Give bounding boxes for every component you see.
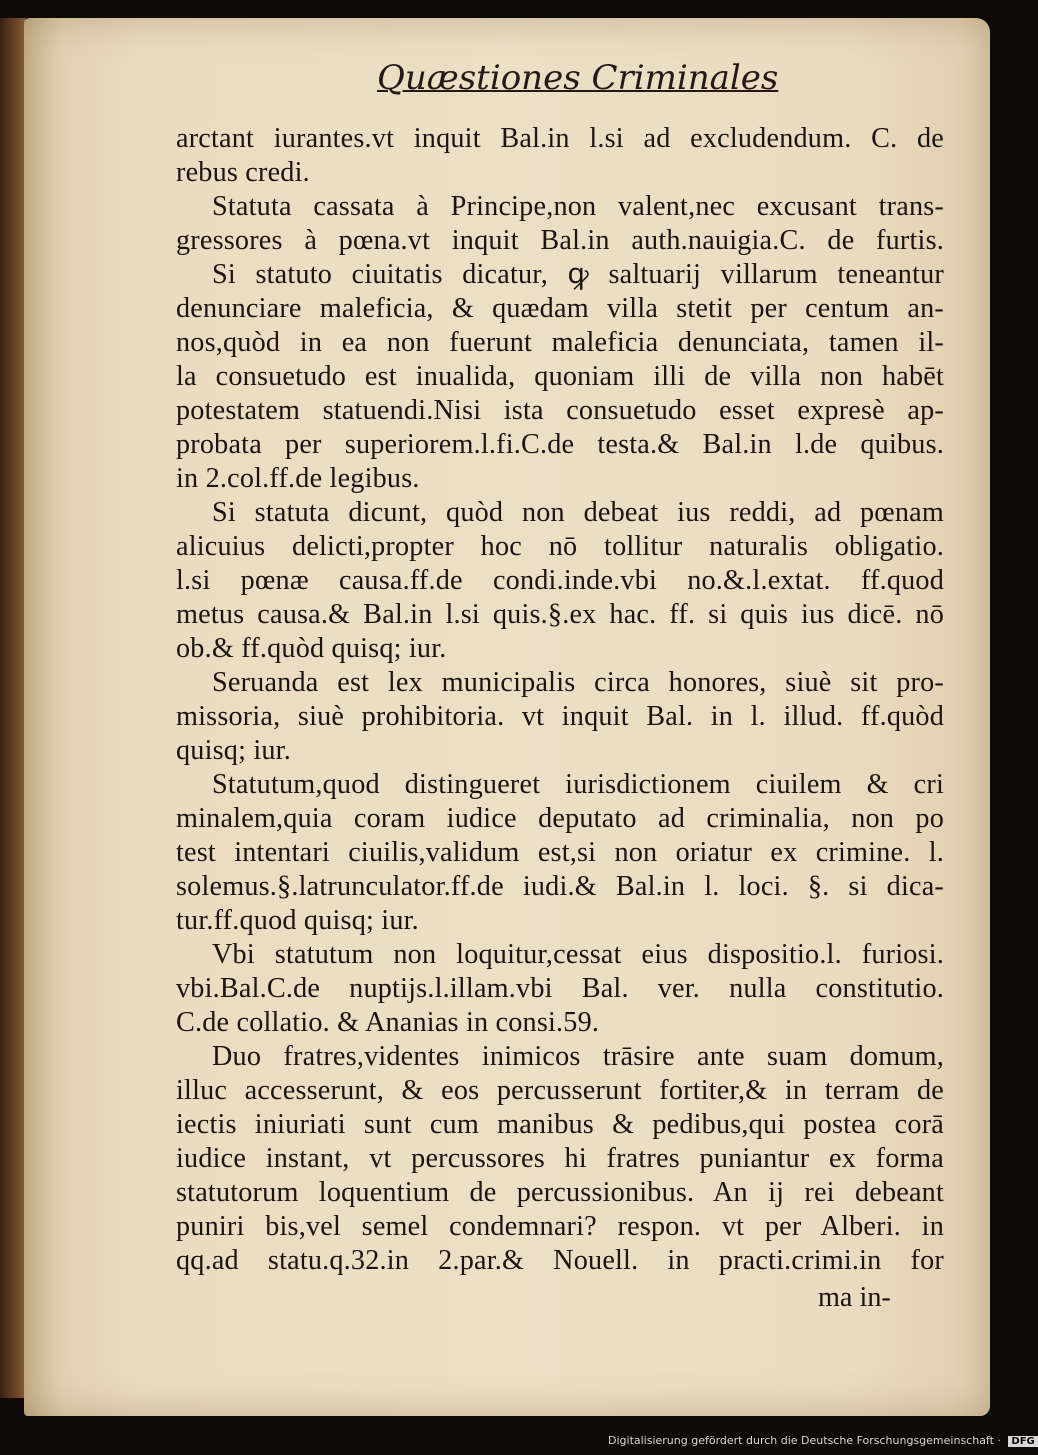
text-line: missoria, siuè prohibitoria. vt inquit Bal. in l. illud. ff.quòd xyxy=(176,701,944,732)
text-line: Statuta cassata à Principe,non valent,nec excusant trans- xyxy=(212,191,944,222)
digitization-credit xyxy=(608,1434,1038,1447)
text-line: C.de collatio. & Ananias in consi.59. xyxy=(176,1007,600,1038)
text-line: rebus credi. xyxy=(176,157,310,188)
text-line: puniri bis,vel semel condemnari? respon. vt per Alberi. in xyxy=(176,1211,944,1242)
text-line: qq.ad statu.q.32.in 2.par.& Nouell. in practi.crimi.in for xyxy=(176,1245,944,1276)
text-line: Duo fratres,videntes inimicos trāsire ante suam domum, xyxy=(212,1041,944,1072)
text-line: illuc accesserunt, & eos percusserunt fortiter,& in terram de xyxy=(176,1075,944,1106)
text-line: solemus.§.latrunculator.ff.de iudi.& Bal.in l. loci. §. si dica- xyxy=(176,871,944,902)
text-line: la consuetudo est inualida, quoniam illi de villa non habēt xyxy=(176,361,944,392)
text-line: minalem,quia coram iudice deputato ad criminalia, non po xyxy=(176,803,944,834)
text-line: probata per superiorem.l.fi.C.de testa.& Bal.in l.de quibus. xyxy=(176,429,944,460)
book-spine xyxy=(0,18,26,1398)
text-line: iudice instant, vt percussores hi fratres puniantur ex forma xyxy=(176,1143,944,1174)
text-line: Vbi statutum non loquitur,cessat eius dispositio.l. furiosi. xyxy=(212,939,944,970)
dfg-logo: DFG xyxy=(1008,1436,1037,1447)
text-line: denunciare maleficia, & quædam villa stetit per centum an- xyxy=(176,293,944,324)
text-line: potestatem statuendi.Nisi ista consuetudo esset expresè ap- xyxy=(176,395,944,426)
text-line: Si statuta dicunt, quòd non debeat ius reddi, ad pœnam xyxy=(212,497,944,528)
text-line: in 2.col.ff.de legibus. xyxy=(176,463,420,494)
catchword: ma in- xyxy=(818,1282,891,1313)
text-line: Si statuto ciuitatis dicatur, ꝙ saltuarij villarum teneantur xyxy=(212,259,944,290)
text-line: alicuius delicti,propter hoc nō tollitur naturalis obligatio. xyxy=(176,531,944,562)
text-line: test intentari ciuilis,validum est,si non oriatur ex crimine. l. xyxy=(176,837,944,868)
text-line: Statutum,quod distingueret iurisdictionem ciuilem & cri xyxy=(212,769,944,800)
credit-text: Digitalisierung gefördert durch die Deutsche Forschungsgemeinschaft · xyxy=(608,1434,1001,1447)
text-line: quisq; iur. xyxy=(176,735,291,766)
text-line: ob.& ff.quòd quisq; iur. xyxy=(176,633,447,664)
text-line: iectis iniuriati sunt cum manibus & pedibus,qui postea corā xyxy=(176,1109,944,1140)
body-text xyxy=(176,122,944,1278)
text-line: gressores à pœna.vt inquit Bal.in auth.nauigia.C. de furtis. xyxy=(176,225,944,256)
text-line: metus causa.& Bal.in l.si quis.§.ex hac. ff. si quis ius dicē. nō xyxy=(176,599,944,630)
text-line: nos,quòd in ea non fuerunt maleficia denunciata, tamen il- xyxy=(176,327,944,358)
text-line: statutorum loquentium de percussionibus. An ij rei debeant xyxy=(176,1177,944,1208)
text-line: Seruanda est lex municipalis circa honores, siuè sit pro- xyxy=(212,667,944,698)
text-line: vbi.Bal.C.de nuptijs.l.illam.vbi Bal. ver. nulla constitutio. xyxy=(176,973,944,1004)
text-line: l.si pœnæ causa.ff.de condi.inde.vbi no.&.l.extat. ff.quod xyxy=(176,565,944,596)
running-head: Quæstiones Criminales xyxy=(377,58,779,98)
text-line: tur.ff.quod quisq; iur. xyxy=(176,905,419,936)
text-line: arctant iurantes.vt inquit Bal.in l.si ad excludendum. C. de xyxy=(176,123,944,154)
